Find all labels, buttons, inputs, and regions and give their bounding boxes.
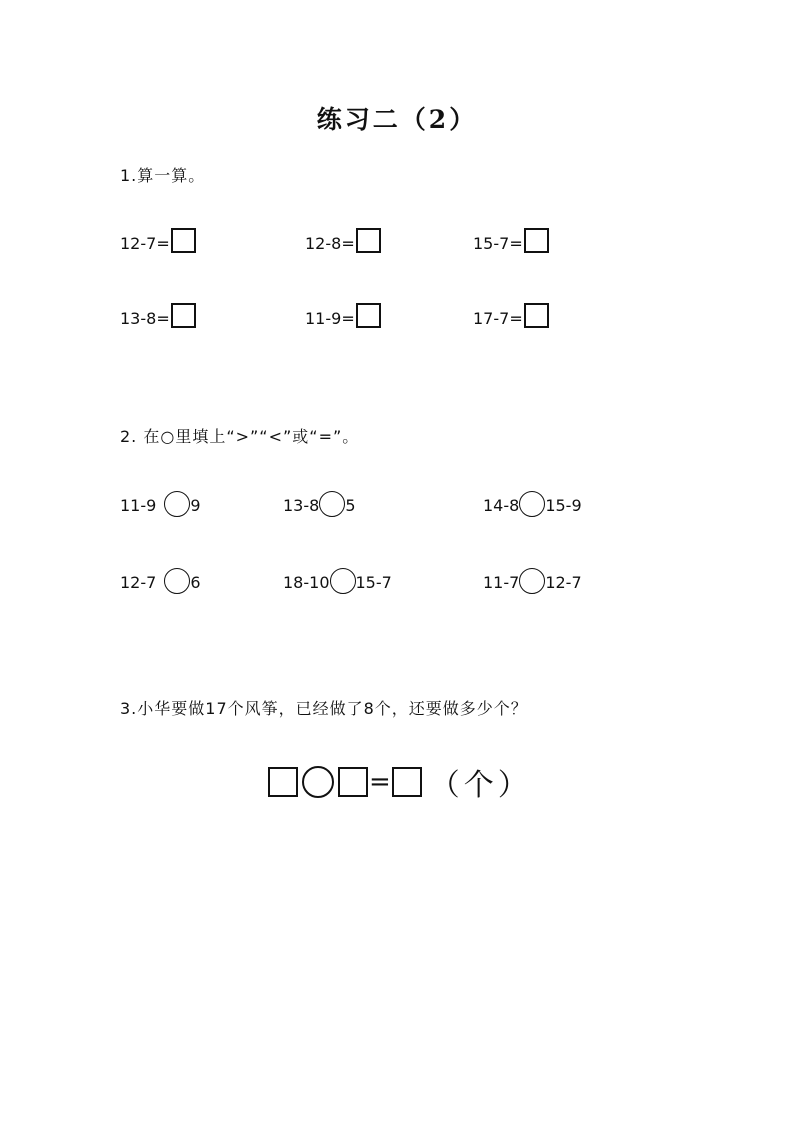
q1-item: [305, 223, 381, 253]
compare-circle[interactable]: [164, 568, 190, 594]
q2-item: [483, 485, 582, 515]
unit-label: （个）: [429, 768, 532, 803]
answer-box[interactable]: [171, 228, 196, 253]
compare-circle[interactable]: [319, 491, 345, 517]
question-2-heading: 2. 在○里填上“>”“<”或“=”。: [120, 427, 360, 446]
q2-right-expression: 6: [190, 573, 201, 592]
question-1-heading: 1.算一算。: [120, 166, 206, 185]
q2-item: [120, 485, 201, 515]
q2-item: [283, 485, 356, 515]
q2-right-expression: 12-7: [545, 573, 582, 592]
q1-expression: 12-7=: [120, 234, 170, 253]
q2-right-expression: 9: [190, 496, 201, 515]
q2-item: [283, 562, 392, 592]
q2-left-expression: 18-10: [283, 573, 330, 592]
q2-item: [120, 562, 201, 592]
q2-left-expression: 12-7: [120, 573, 157, 592]
answer-box[interactable]: [171, 303, 196, 328]
answer-box[interactable]: [268, 767, 298, 797]
answer-equation: [268, 765, 532, 803]
answer-box[interactable]: [524, 228, 549, 253]
q2-left-expression: 14-8: [483, 496, 520, 515]
q2-right-expression: 15-9: [545, 496, 582, 515]
q2-left-expression: 11-9: [120, 496, 157, 515]
compare-circle[interactable]: [519, 491, 545, 517]
answer-box[interactable]: [356, 303, 381, 328]
q1-expression: 17-7=: [473, 309, 523, 328]
question-3-heading: 3.小华要做17个风筝，已经做了8个，还要做多少个？: [120, 699, 528, 718]
q2-right-expression: 5: [345, 496, 356, 515]
q2-left-expression: 13-8: [283, 496, 320, 515]
answer-box[interactable]: [338, 767, 368, 797]
answer-box[interactable]: [356, 228, 381, 253]
equals-sign: =: [369, 767, 391, 797]
q1-expression: 12-8=: [305, 234, 355, 253]
q1-item: [473, 298, 549, 328]
compare-circle[interactable]: [519, 568, 545, 594]
q1-item: [120, 223, 196, 253]
q1-item: [120, 298, 196, 328]
q1-expression: 13-8=: [120, 309, 170, 328]
q1-item: [473, 223, 549, 253]
q1-item: [305, 298, 381, 328]
q1-expression: 15-7=: [473, 234, 523, 253]
answer-box[interactable]: [524, 303, 549, 328]
q1-expression: 11-9=: [305, 309, 355, 328]
compare-circle[interactable]: [330, 568, 356, 594]
q2-right-expression: 15-7: [355, 573, 392, 592]
q2-left-expression: 11-7: [483, 573, 520, 592]
answer-box[interactable]: [392, 767, 422, 797]
operator-circle[interactable]: [302, 766, 334, 798]
compare-circle[interactable]: [164, 491, 190, 517]
q2-item: [483, 562, 582, 592]
page-title: 练习二（2）: [316, 105, 478, 134]
